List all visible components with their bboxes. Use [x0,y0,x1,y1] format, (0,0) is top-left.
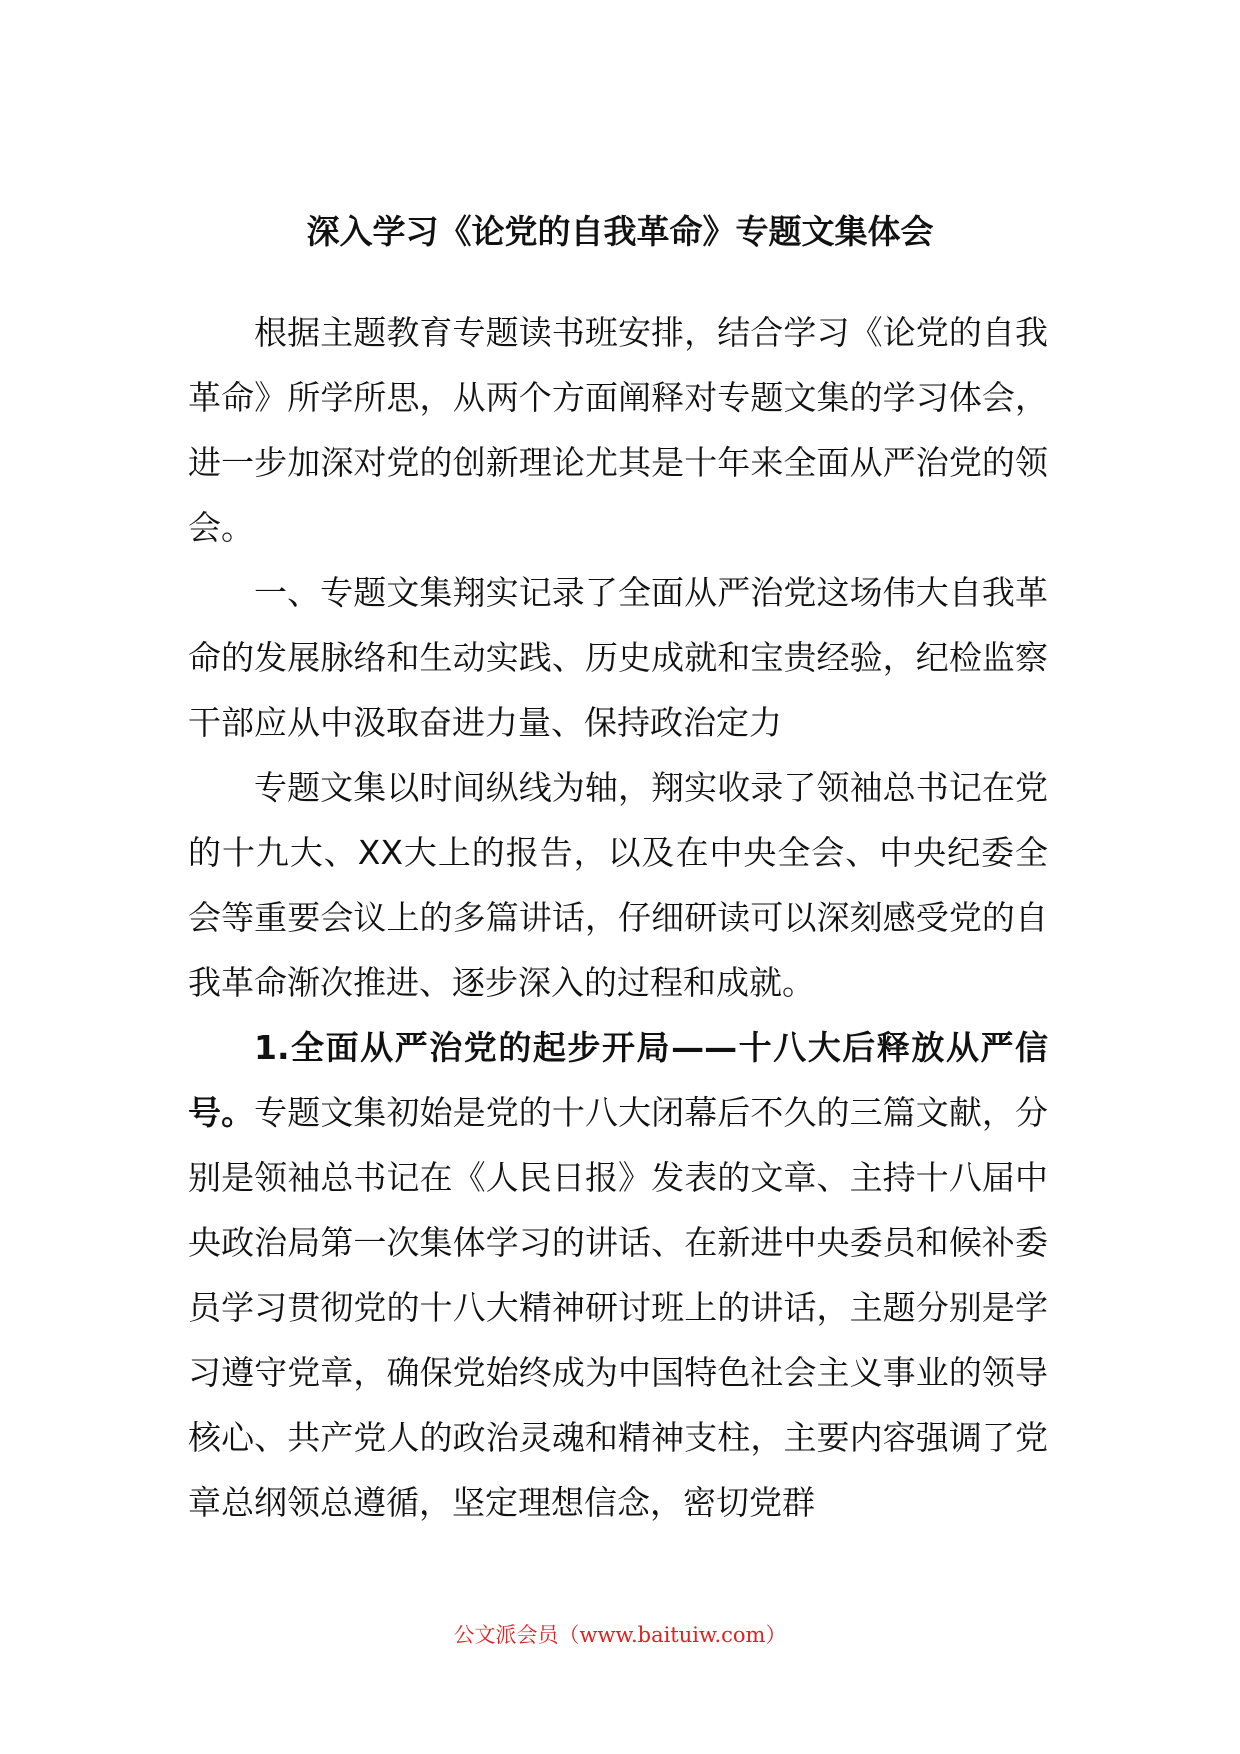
paragraph-text: 一、专题文集翔实记录了全面从严治党这场伟大自我革命的发展脉络和生动实践、历史成就和宝贵经验，纪检监察干部应从中汲取奋进力量、保持政治定力 [188,573,1048,742]
paragraph-text: 根据主题教育专题读书班安排，结合学习《论党的自我革命》所学所思，从两个方面阐释对专题文集的学习体会，进一步加深对党的创新理论尤其是十年来全面从严治党的领会。 [188,313,1048,547]
paragraph-intro [188,300,1048,560]
document-title: 深入学习《论党的自我革命》专题文集体会 [306,212,934,251]
paragraph-text: 专题文集以时间纵线为轴，翔实收录了领袖总书记在党的十九大、XX大上的报告，以及在中央全会、中央纪委全会等重要会议上的多篇讲话，仔细研读可以深刻感受党的自我革命渐次推进、逐步深入的过程和成就。 [188,768,1048,1002]
footer-watermark: 公文派会员（www.baituiw.com） [453,1623,787,1647]
paragraph-section-one-heading [188,560,1048,755]
paragraph-text: 专题文集初始是党的十八大闭幕后不久的三篇文献，分别是领袖总书记在《人民日报》发表的文章、主持十八届中央政治局第一次集体学习的讲话、在新进中央委员和候补委员学习贯彻党的十八大精神研讨班上的讲话，主题分别是学习遵守党章，确保党始终成为中国特色社会主义事业的领导核心、共产党人的政治灵魂和精神支柱，主要内容强调了党章总纲领总遵循，坚定理想信念，密切党群 [188,1093,1049,1522]
paragraph-point-one [188,1015,1048,1535]
paragraph-timeline [188,755,1048,1015]
paragraph-lead-heading: 1.全面从严治党的起步开局——十八大后释放从严信号。 [188,1028,1048,1132]
document-body [188,300,1048,1535]
